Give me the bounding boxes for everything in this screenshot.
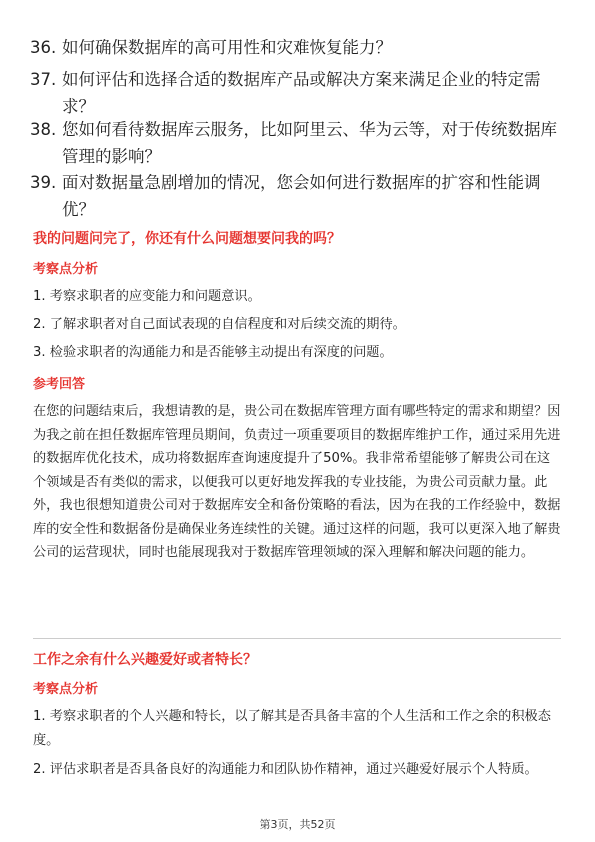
question-39: [30, 169, 565, 223]
question-text: 您如何看待数据库云服务，比如阿里云、华为云等，对于传统数据库管理的影响？: [62, 120, 557, 166]
answer-paragraph: 在您的问题结束后，我想请教的是，贵公司在数据库管理方面有哪些特定的需求和期望？因为我之前在担任数据库管理员期间，负责过一项重要项目的数据库维护工作，通过采用先进的数据库优化技术，成功将数据库查询速度提升了50%。我非常希望能够了解贵公司在这个领域是否有类似的需求，以便我可以更好地发挥我的专业技能，为贵公司贡献力量。此外，我也很想知道贵公司对于数据库安全和备份策略的看法，因为在我的工作经验中，数据库的安全性和数据备份是确保业务连续性的关键。通过这样的问题，我可以更深入地了解贵公司的运营现状，同时也能展现我对于数据库管理领域的深入理解和解决问题的能力。: [33, 404, 561, 560]
analysis-item: 1. 考察求职者的应变能力和问题意识。: [33, 289, 261, 304]
answer-heading: 参考回答: [33, 377, 86, 392]
analysis-item: 2. 评估求职者是否具备良好的沟通能力和团队协作精神，通过兴趣爱好展示个人特质。: [33, 762, 538, 777]
analysis-item: 1. 考察求职者的个人兴趣和特长，以了解其是否具备丰富的个人生活和工作之余的积极态度。: [33, 709, 551, 748]
question-number: 39.: [30, 173, 57, 192]
question-number: 36.: [30, 38, 57, 57]
question-38: [30, 116, 565, 170]
question-number: 37.: [30, 70, 57, 89]
question-37: [30, 66, 565, 120]
question-text: 如何确保数据库的高可用性和灾难恢复能力？: [62, 38, 392, 57]
question-text: 面对数据量急剧增加的情况，您会如何进行数据库的扩容和性能调优？: [62, 173, 541, 219]
analysis-item: 2. 了解求职者对自己面试表现的自信程度和对后续交流的期待。: [33, 317, 406, 332]
question-36: [30, 34, 565, 61]
page-footer: 第3页，共52页: [259, 818, 336, 831]
analysis-heading: 考察点分析: [33, 262, 99, 277]
section-title: 工作之余有什么兴趣爱好或者特长？: [33, 652, 257, 668]
section-divider: [33, 638, 561, 639]
analysis-item: 3. 检验求职者的沟通能力和是否能够主动提出有深度的问题。: [33, 345, 393, 360]
analysis-heading: 考察点分析: [33, 682, 99, 697]
section-title: 我的问题问完了，你还有什么问题想要问我的吗？: [33, 231, 341, 247]
question-number: 38.: [30, 120, 57, 139]
question-text: 如何评估和选择合适的数据库产品或解决方案来满足企业的特定需求？: [62, 70, 541, 116]
